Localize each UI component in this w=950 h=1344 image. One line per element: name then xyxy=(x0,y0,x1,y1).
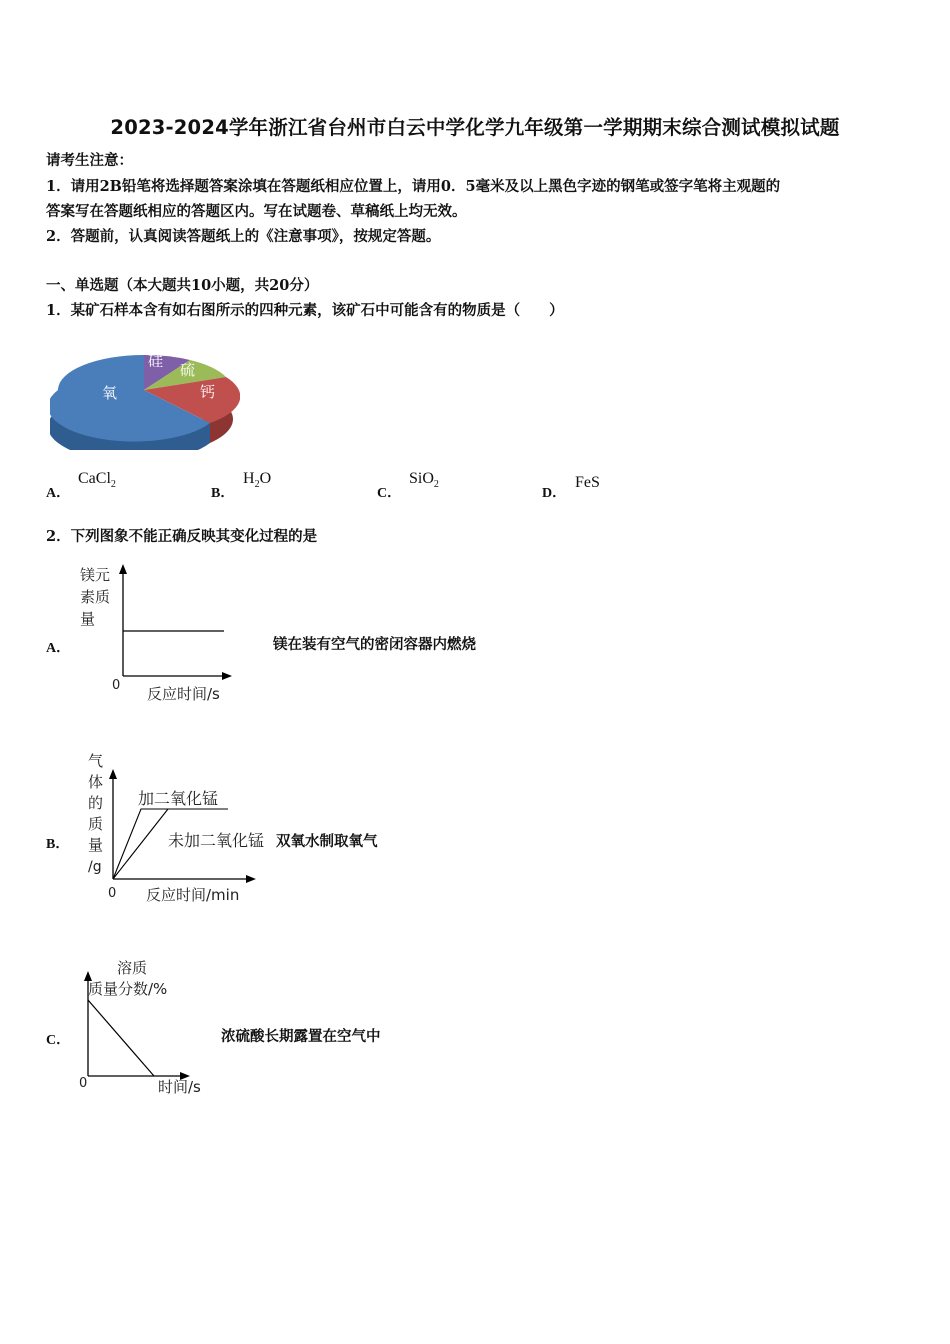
q1-option-a-formula: CaCl$_2$ xyxy=(78,470,116,490)
graph-b-ylabel-4: 质 xyxy=(88,815,104,833)
q2-graph-c xyxy=(74,955,234,1100)
question-1-stem: 1．某矿石样本含有如右图所示的四种元素，该矿石中可能含有的物质是（ ） xyxy=(46,302,564,319)
q2-option-b-letter: B． xyxy=(46,837,70,852)
q1-option-d-formula: FeS xyxy=(575,474,600,491)
section-heading: 一、单选题（本大题共10小题，共20分） xyxy=(46,277,319,294)
notice-heading: 请考生注意： xyxy=(46,152,133,169)
pie-label-silicon: 硅 xyxy=(148,352,164,370)
graph-b-ylabel-6: /g xyxy=(88,859,102,875)
graph-a-xlabel: 反应时间/s xyxy=(147,685,220,703)
graph-c-ylabel-2: 质量分数/% xyxy=(88,980,168,998)
graph-b-line1-label: 加二氧化锰 xyxy=(138,789,219,808)
q1-option-a-letter: A． xyxy=(46,486,71,501)
element-pie-chart xyxy=(50,340,240,450)
q2-option-a-desc: 镁在装有空气的密闭容器内燃烧 xyxy=(273,636,476,653)
pie-label-sulfur: 硫 xyxy=(180,361,196,379)
graph-b-line-no-catalyst xyxy=(113,809,168,879)
q1-option-c-letter: C． xyxy=(377,486,402,501)
graph-b-ylabel-2: 体 xyxy=(88,773,104,791)
pie-label-calcium: 钙 xyxy=(200,383,216,401)
notice-line-1a: 1．请用2B铅笔将选择题答案涂填在答题纸相应位置上，请用0．5毫米及以上黑色字迹的钢笔或签字笔将主观题的 xyxy=(46,178,781,195)
pie-label-oxygen: 氧 xyxy=(102,384,118,402)
notice-line-2: 2．答题前，认真阅读答题纸上的《注意事项》，按规定答题。 xyxy=(46,228,441,245)
q2-option-a-letter: A． xyxy=(46,641,71,656)
graph-b-ylabel-5: 量 xyxy=(88,836,104,854)
notice-line-1b: 答案写在答题纸相应的答题区内。写在试题卷、草稿纸上均无效。 xyxy=(46,203,467,220)
graph-b-ylabel-3: 的 xyxy=(88,794,104,812)
question-2-stem: 2．下列图象不能正确反映其变化过程的是 xyxy=(46,528,318,545)
q1-option-d-letter: D． xyxy=(542,486,567,501)
graph-b-origin: 0 xyxy=(108,886,117,901)
graph-b-xlabel: 反应时间/min xyxy=(146,886,240,904)
graph-b-ylabel-1: 气 xyxy=(88,752,104,770)
q2-option-c-desc: 浓硫酸长期露置在空气中 xyxy=(221,1028,381,1045)
graph-c-xlabel: 时间/s xyxy=(158,1078,201,1096)
graph-a-ylabel-3: 量 xyxy=(80,610,96,628)
q1-option-b-formula: $H_2O$ xyxy=(243,470,272,490)
q2-option-b-desc: 双氧水制取氧气 xyxy=(276,833,378,850)
q2-option-c-letter: C． xyxy=(46,1033,71,1048)
graph-a-origin: 0 xyxy=(112,678,121,693)
graph-c-line xyxy=(88,1000,154,1076)
q2-graph-a xyxy=(76,558,246,708)
graph-a-ylabel-2: 素质 xyxy=(80,588,111,606)
graph-b-line2-label: 未加二氧化锰 xyxy=(168,831,265,850)
q2-graph-b xyxy=(80,745,280,907)
page-title: 2023-2024学年浙江省台州市白云中学化学九年级第一学期期末综合测试模拟试题 xyxy=(110,116,840,139)
graph-c-origin: 0 xyxy=(79,1076,88,1091)
q1-option-c-formula: SiO$_2$ xyxy=(409,470,439,490)
graph-c-ylabel-1: 溶质 xyxy=(117,959,148,977)
graph-a-ylabel-1: 镁元 xyxy=(80,566,111,584)
q1-option-b-letter: B． xyxy=(211,486,235,501)
